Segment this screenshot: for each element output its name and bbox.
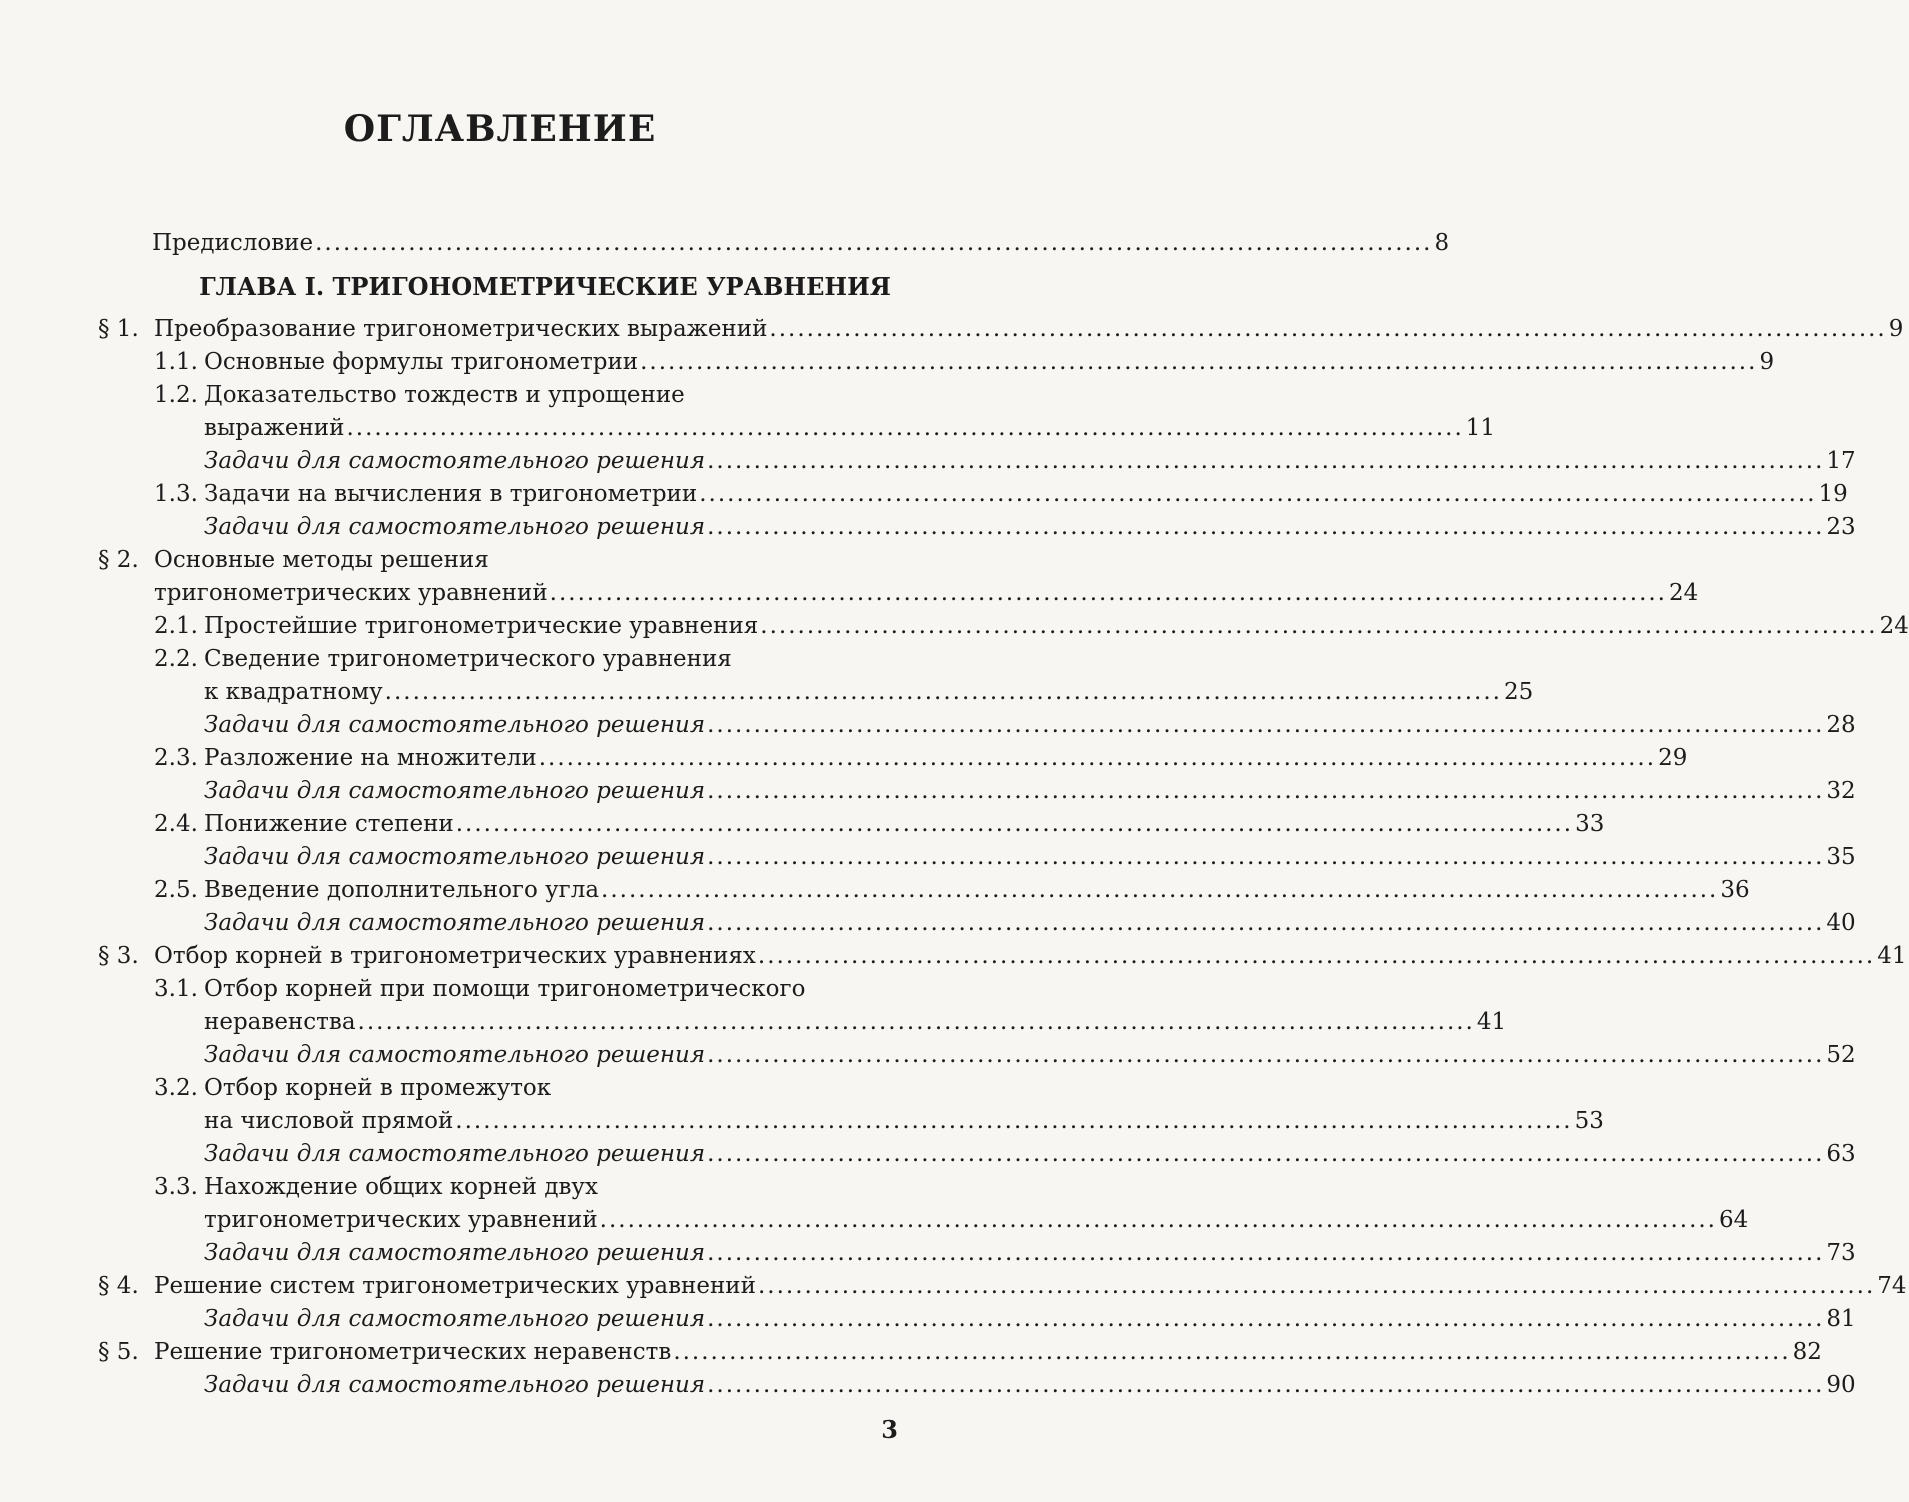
toc-entry[interactable] xyxy=(0,1170,1000,1204)
toc-page-number: 41 xyxy=(1877,943,1907,969)
toc-entry[interactable] xyxy=(0,1071,1000,1105)
leader-dots: ........................................................................................................................ xyxy=(601,877,1719,903)
toc-page-number: 73 xyxy=(1826,1240,1856,1266)
toc-entry[interactable] xyxy=(0,708,1856,742)
toc-page-number: 81 xyxy=(1826,1306,1856,1332)
page-title: ОГЛАВЛЕНИЕ xyxy=(343,108,657,150)
toc-entry-text: Задачи для самостоятельного решения xyxy=(204,514,706,540)
toc-entry-text: Основные формулы тригонометрии xyxy=(204,349,639,375)
toc-entry[interactable] xyxy=(0,1137,1856,1171)
toc-page-number: 9 xyxy=(1759,349,1775,375)
toc-entry[interactable] xyxy=(0,411,1496,445)
toc-page-number: 52 xyxy=(1826,1042,1856,1068)
toc-entry[interactable] xyxy=(0,444,1856,478)
toc-page-number: 64 xyxy=(1719,1207,1749,1233)
toc-entry[interactable] xyxy=(0,972,1000,1006)
toc-entry-text: Отбор корней при помощи тригонометрического xyxy=(204,976,806,1002)
toc-entry[interactable] xyxy=(0,1368,1856,1402)
toc-entry[interactable] xyxy=(0,1203,1749,1237)
toc-entry[interactable] xyxy=(0,345,1775,379)
leader-dots: ........................................................................................................................ xyxy=(699,481,1817,507)
toc-entry-number: 2.2. xyxy=(154,646,198,672)
toc-entry[interactable] xyxy=(0,774,1856,808)
toc-page-number: 40 xyxy=(1826,910,1856,936)
toc-entry-text: Разложение на множители xyxy=(204,745,537,771)
leader-dots: ........................................................................................................................ xyxy=(707,514,1825,540)
toc-entry-text: Отбор корней в тригонометрических уравнениях xyxy=(154,943,756,969)
toc-entry[interactable] xyxy=(0,1302,1856,1336)
toc-entry-text: Задачи для самостоятельного решения xyxy=(204,1306,706,1332)
leader-dots: ........................................................................................................................ xyxy=(707,844,1825,870)
toc-entry-text: Предисловие xyxy=(152,230,314,256)
toc-entry[interactable] xyxy=(0,741,1688,775)
toc-page-number: 41 xyxy=(1476,1009,1507,1035)
toc-page-number: 19 xyxy=(1818,481,1848,507)
toc-entry-number: § 2. xyxy=(98,547,139,573)
toc-page-number: 35 xyxy=(1826,844,1856,870)
toc-entry-number: § 5. xyxy=(98,1339,139,1365)
toc-entry[interactable] xyxy=(0,609,1909,643)
toc-page-number: 63 xyxy=(1826,1141,1856,1167)
toc-entry-text: на числовой прямой xyxy=(204,1108,454,1134)
leader-dots: ........................................................................................................................ xyxy=(707,448,1825,474)
leader-dots: ........................................................................................................................ xyxy=(707,1042,1825,1068)
toc-entry-number: § 1. xyxy=(98,316,139,342)
leader-dots: ........................................................................................................................ xyxy=(707,1141,1825,1167)
toc-entry-text: Простейшие тригонометрические уравнения xyxy=(204,613,759,639)
toc-entry[interactable] xyxy=(0,873,1750,907)
toc-entry-number: 1.3. xyxy=(154,481,198,507)
toc-entry[interactable] xyxy=(0,1335,1822,1369)
toc-page-number: 74 xyxy=(1877,1273,1907,1299)
toc-entry-text: Задачи на вычисления в тригонометрии xyxy=(204,481,698,507)
toc-entry-text: к квадратному xyxy=(204,679,383,705)
toc-page-number: 33 xyxy=(1575,811,1605,837)
toc-entry-text: неравенства xyxy=(204,1009,356,1035)
toc-entry-number: § 4. xyxy=(98,1273,139,1299)
toc-entry-number: 3.3. xyxy=(154,1174,198,1200)
toc-entry[interactable] xyxy=(0,1236,1856,1270)
toc-page-number: 23 xyxy=(1826,514,1856,540)
leader-dots: ........................................................................................................................ xyxy=(757,943,1876,969)
toc-entry[interactable] xyxy=(0,477,1848,511)
toc-page-number: 53 xyxy=(1574,1108,1604,1134)
toc-entry-text: Отбор корней в промежуток xyxy=(204,1075,552,1101)
toc-entry[interactable] xyxy=(0,675,1534,709)
toc-entry-text: Задачи для самостоятельного решения xyxy=(204,448,706,474)
toc-entry-number: 2.3. xyxy=(154,745,198,771)
leader-dots: ........................................................................................................................ xyxy=(640,349,1758,375)
toc-page-number: 24 xyxy=(1879,613,1909,639)
leader-dots: ........................................................................................................................ xyxy=(760,613,1878,639)
toc-entry-number: 3.2. xyxy=(154,1075,198,1101)
leader-dots: ........................................................................................................................ xyxy=(707,712,1825,738)
toc-entry[interactable] xyxy=(0,543,1000,577)
leader-dots: ........................................................................................................................ xyxy=(315,230,1433,256)
toc-entry[interactable] xyxy=(0,1005,1507,1039)
toc-page-number: 82 xyxy=(1792,1339,1822,1365)
toc-page-number: 9 xyxy=(1888,316,1904,342)
toc-entry-text: Доказательство тождеств и упрощение xyxy=(204,382,685,408)
chapter-heading: ГЛАВА I. ТРИГОНОМЕТРИЧЕСКИЕ УРАВНЕНИЯ xyxy=(199,272,891,301)
toc-entry-number: 1.2. xyxy=(154,382,198,408)
toc-page-number: 32 xyxy=(1826,778,1856,804)
toc-entry[interactable] xyxy=(0,807,1605,841)
leader-dots: ........................................................................................................................ xyxy=(599,1207,1717,1233)
toc-entry-number: § 3. xyxy=(98,943,139,969)
toc-entry-text: Решение тригонометрических неравенств xyxy=(154,1339,672,1365)
toc-page-number: 8 xyxy=(1434,230,1450,256)
leader-dots: ........................................................................................................................ xyxy=(538,745,1657,771)
leader-dots: ........................................................................................................................ xyxy=(757,1273,1876,1299)
toc-page-number: 11 xyxy=(1465,415,1496,441)
leader-dots: ........................................................................................................................ xyxy=(346,415,1464,441)
toc-entry-number: 3.1. xyxy=(154,976,198,1002)
toc-entry-text: Задачи для самостоятельного решения xyxy=(204,1141,706,1167)
toc-page-number: 36 xyxy=(1720,877,1750,903)
toc-entry-text: Задачи для самостоятельного решения xyxy=(204,1240,706,1266)
leader-dots: ........................................................................................................................ xyxy=(549,580,1667,606)
toc-entry[interactable] xyxy=(0,939,1907,973)
toc-entry[interactable] xyxy=(0,906,1856,940)
toc-entry-text: Основные методы решения xyxy=(154,547,489,573)
toc-page-number: 29 xyxy=(1658,745,1688,771)
toc-entry[interactable] xyxy=(0,642,1000,676)
leader-dots: ........................................................................................................................ xyxy=(707,1240,1825,1266)
toc-entry-text: Преобразование тригонометрических выражений xyxy=(154,316,768,342)
toc-entry-text: Задачи для самостоятельного решения xyxy=(204,1372,706,1398)
toc-entry[interactable] xyxy=(0,378,1000,412)
toc-entry-text: Задачи для самостоятельного решения xyxy=(204,1042,706,1068)
toc-entry[interactable] xyxy=(0,226,1450,260)
toc-entry-text: Задачи для самостоятельного решения xyxy=(204,844,706,870)
leader-dots: ........................................................................................................................ xyxy=(707,910,1825,936)
toc-entry[interactable] xyxy=(0,576,1699,610)
toc-entry-number: 2.5. xyxy=(154,877,198,903)
leader-dots: ........................................................................................................................ xyxy=(673,1339,1791,1365)
toc-entry[interactable] xyxy=(0,1038,1856,1072)
toc-entry-number: 2.1. xyxy=(154,613,198,639)
page-number: 3 xyxy=(881,1415,898,1444)
toc-entry-text: Решение систем тригонометрических уравнений xyxy=(154,1273,756,1299)
leader-dots: ........................................................................................................................ xyxy=(707,1306,1825,1332)
toc-page-number: 25 xyxy=(1503,679,1534,705)
toc-entry-number: 1.1. xyxy=(154,349,198,375)
leader-dots: ........................................................................................................................ xyxy=(384,679,1502,705)
leader-dots: ........................................................................................................................ xyxy=(357,1009,1475,1035)
toc-entry[interactable] xyxy=(0,840,1856,874)
toc-page-number: 28 xyxy=(1826,712,1856,738)
toc-entry-text: Нахождение общих корней двух xyxy=(204,1174,598,1200)
leader-dots: ........................................................................................................................ xyxy=(769,316,1887,342)
toc-page-number: 17 xyxy=(1826,448,1856,474)
toc-page-number: 24 xyxy=(1669,580,1699,606)
toc-page-number: 90 xyxy=(1826,1372,1856,1398)
toc-entry-number: 2.4. xyxy=(154,811,198,837)
toc-entry-text: Введение дополнительного угла xyxy=(204,877,600,903)
toc-entry-text: Задачи для самостоятельного решения xyxy=(204,910,706,936)
leader-dots: ........................................................................................................................ xyxy=(455,1108,1573,1134)
toc-entry-text: Сведение тригонометрического уравнения xyxy=(204,646,732,672)
leader-dots: ........................................................................................................................ xyxy=(707,1372,1825,1398)
toc-entry-text: тригонометрических уравнений xyxy=(204,1207,598,1233)
leader-dots: ........................................................................................................................ xyxy=(707,778,1825,804)
toc-entry[interactable] xyxy=(0,1104,1604,1138)
toc-entry-text: Понижение степени xyxy=(204,811,454,837)
toc-entry-text: выражений xyxy=(204,415,345,441)
toc-entry-text: тригонометрических уравнений xyxy=(154,580,548,606)
toc-entry[interactable] xyxy=(0,510,1856,544)
toc-entry[interactable] xyxy=(0,312,1904,346)
toc-entry-text: Задачи для самостоятельного решения xyxy=(204,712,706,738)
leader-dots: ........................................................................................................................ xyxy=(455,811,1574,837)
toc-entry-text: Задачи для самостоятельного решения xyxy=(204,778,706,804)
toc-entry[interactable] xyxy=(0,1269,1907,1303)
